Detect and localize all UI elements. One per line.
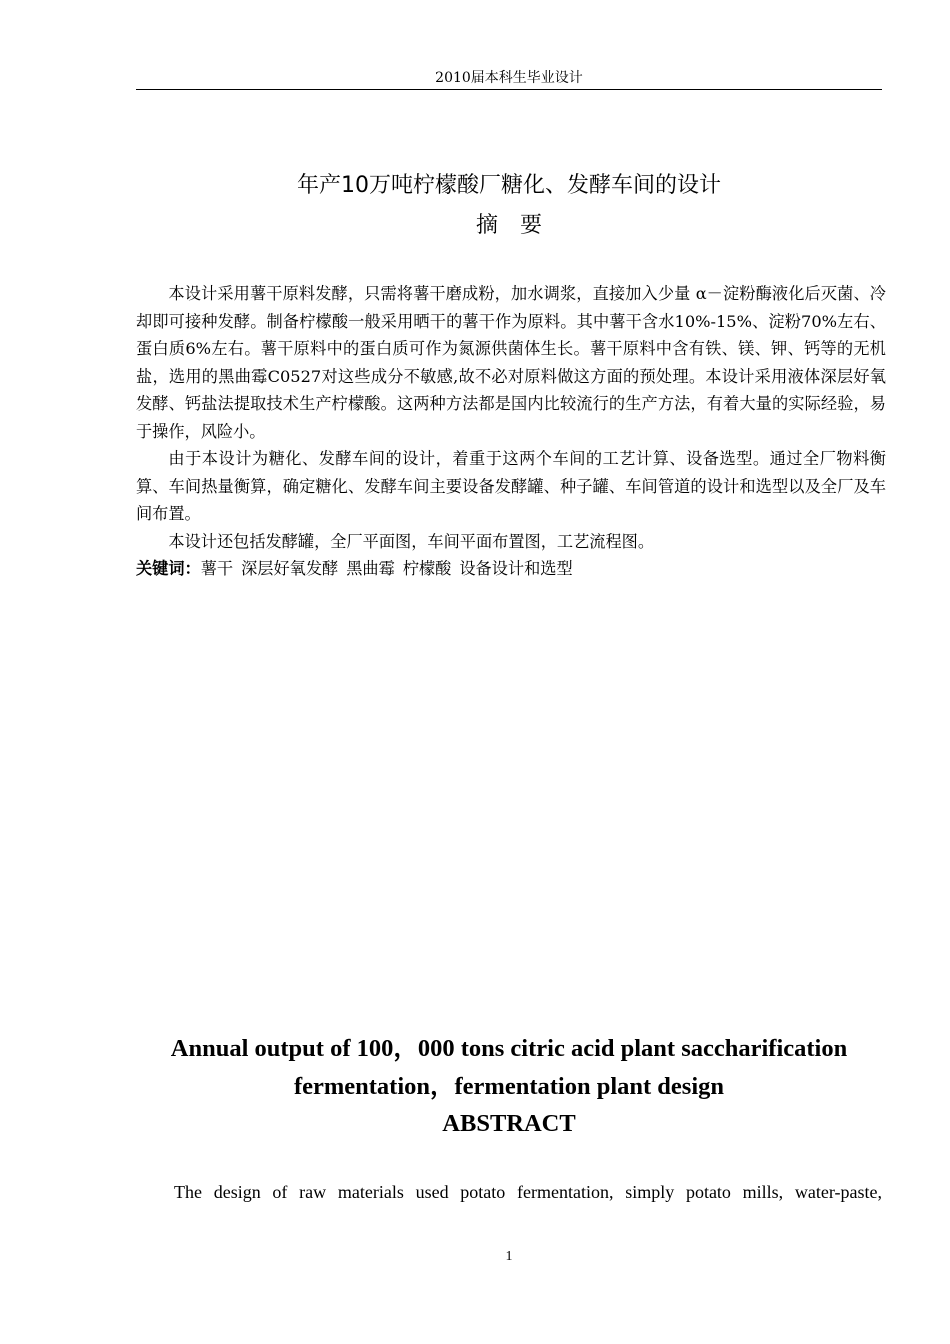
chinese-paragraph-3: 本设计还包括发酵罐，全厂平面图，车间平面布置图，工艺流程图。 [168,531,655,551]
keyword: 薯干 [200,559,234,578]
chinese-abstract-body [136,280,886,583]
keyword: 深层好氧发酵 [241,559,339,578]
english-title [136,1030,882,1106]
keyword: 柠檬酸 [402,559,452,578]
keyword: 设备设计和选型 [459,559,573,578]
chinese-paragraph-2: 由于本设计为糖化、发酵车间的设计，着重于这两个车间的工艺计算、设备选型。通过全厂物料衡算、车间热量衡算，确定糖化、发酵车间主要设备发酵罐、种子罐、车间管道的设计和选型以及全厂及车间布置。 [136,449,886,523]
header-rule [136,89,882,90]
page-number: 1 [505,1249,513,1264]
english-abstract-heading: ABSTRACT [442,1110,576,1137]
keywords-label: 关键词： [136,559,201,578]
keywords-line [136,555,886,583]
chinese-title: 年产10万吨柠檬酸厂糖化、发酵车间的设计 [297,173,721,198]
english-abstract-body: The design of raw materials used potato fermentation, simply potato mills, water-paste, [174,1182,882,1202]
english-title-line-1: Annual output of 100，000 tons citric acid plant saccharification [170,1035,848,1062]
chinese-paragraph-1: 本设计采用薯干原料发酵，只需将薯干磨成粉，加水调浆，直接加入少量 α－淀粉酶液化后灭菌、冷却即可接种发酵。制备柠檬酸一般采用晒干的薯干作为原料。其中薯干含水10%-15%、淀粉70%左右、蛋白质6%左右。薯干原料中的蛋白质可作为氮源供菌体生长。薯干原料中含有铁、镁、钾、钙等的无机盐，选用的黑曲霉C0527对这些成分不敏感,故不必对原料做这方面的预处理。本设计采用液体深层好氧发酵、钙盐法提取技术生产柠檬酸。这两种方法都是国内比较流行的生产方法，有着大量的实际经验，易于操作，风险小。 [136,284,886,441]
chinese-abstract-heading: 摘要 [475,213,564,238]
english-title-line-2: fermentation，fermentation plant design [293,1073,725,1100]
keyword: 黑曲霉 [346,559,395,578]
page-header: 2010届本科生毕业设计 [435,70,583,86]
